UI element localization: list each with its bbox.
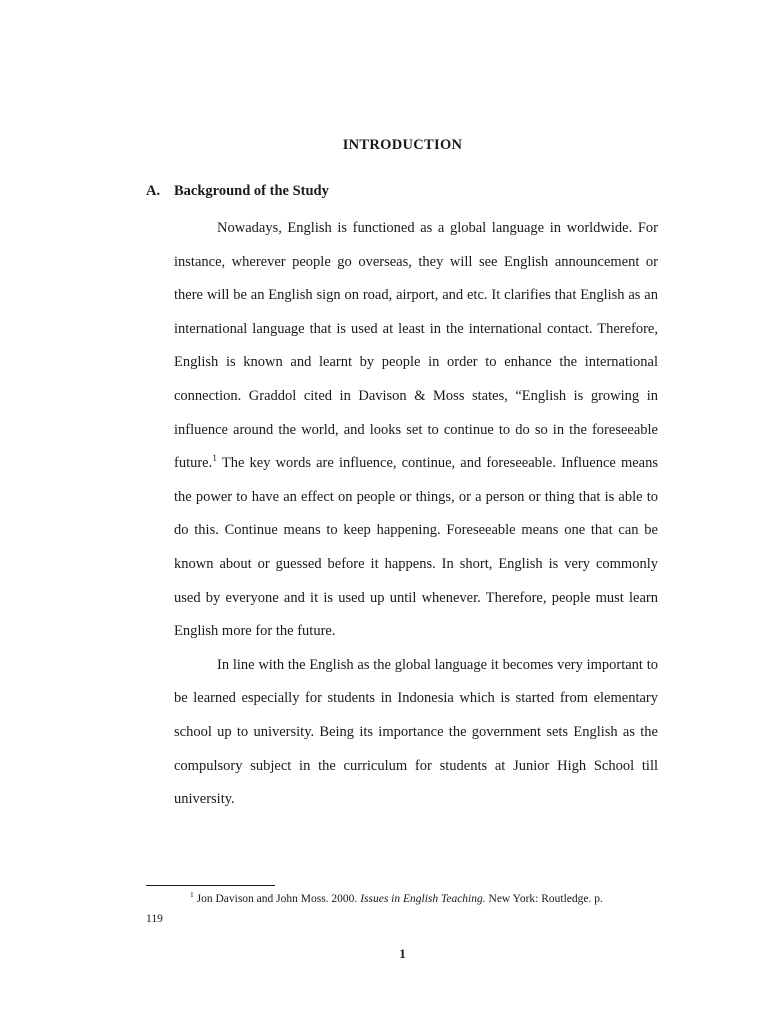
footnote-reference: 1 xyxy=(212,454,217,465)
footnote-separator xyxy=(146,885,275,886)
chapter-title: INTRODUCTION xyxy=(342,137,463,153)
paragraph-1-text: Nowadays, English is functioned as a global language in worldwide. For instance, wherever people go overseas, they will see English announcement or there will be an English sign on road, airport, and etc. It clarifies that English as an international language that is used at least in the international contact. Therefore, English is known and learnt by people in order to enhance the international connection. Graddol cited in Davison & Moss states, “English is growing in influence around the world, and looks set to continue to do so in the foreseeable future. xyxy=(174,220,658,472)
footnote xyxy=(146,889,619,929)
section-heading xyxy=(146,183,329,200)
footnote-book-title: Issues in English Teaching. xyxy=(360,893,486,905)
paragraph-2 xyxy=(174,649,658,817)
footnote-authors-year: Jon Davison and John Moss. 2000. xyxy=(193,893,361,905)
paragraph-1-continuation: The key words are influence, continue, and foreseeable. Influence means the power to have an effect on people or things, or a person or thing that is able to do this. Continue means to keep happening. Foreseeable means one that can be known about or guessed before it happens. In short, English is very commonly used by everyone and it is used up until whenever. Therefore, people must learn English more for the future. xyxy=(174,455,658,640)
footnote-number: 1 xyxy=(190,890,194,900)
section-title: Background of the Study xyxy=(174,183,329,199)
body-text xyxy=(174,212,658,817)
paragraph-2-text: In line with the English as the global language it becomes very important to be learned especially for students in Indonesia which is started from elementary school up to university. Being its importance the government sets English as the compulsory subject in the curriculum for students at Junior High School till university. xyxy=(174,656,658,808)
section-letter: A. xyxy=(146,183,161,199)
footnote-publisher: New York: Routledge. p. 119 xyxy=(146,893,603,925)
paragraph-1 xyxy=(174,212,658,649)
page-number: 1 xyxy=(399,946,406,961)
